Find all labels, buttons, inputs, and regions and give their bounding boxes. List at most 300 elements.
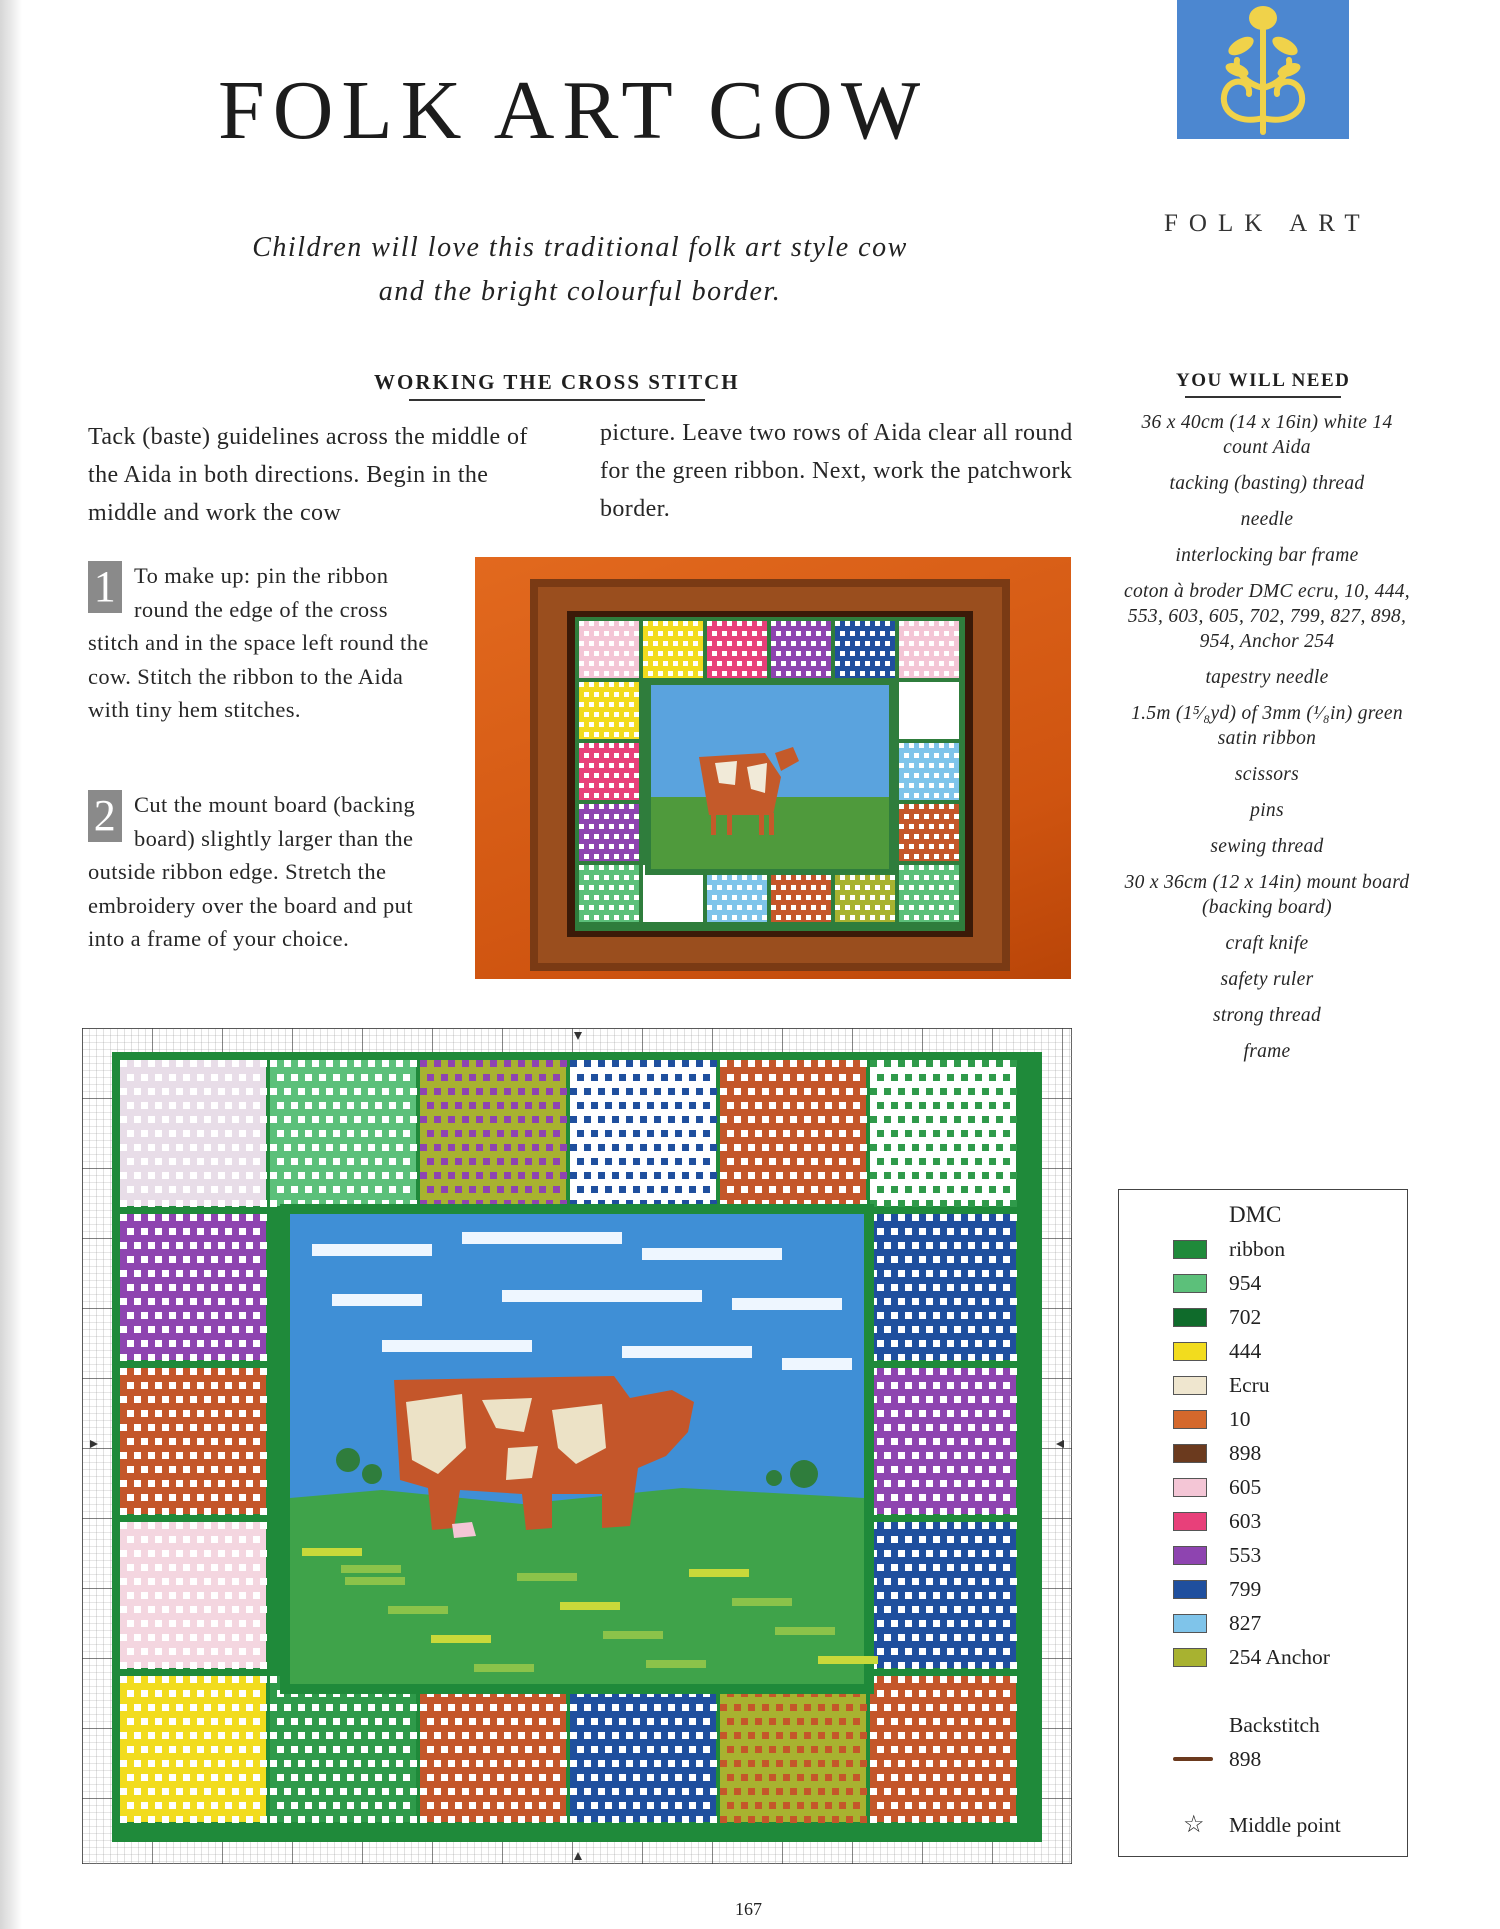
patch-stitch bbox=[211, 1186, 218, 1193]
patch-stitch bbox=[762, 1144, 769, 1151]
patch-stitch bbox=[176, 1144, 183, 1151]
patch-stitch bbox=[570, 1704, 577, 1711]
patch-stitch bbox=[898, 1662, 905, 1669]
photo-stitch bbox=[752, 651, 757, 656]
photo-stitch bbox=[885, 885, 890, 890]
patch-stitch bbox=[176, 1578, 183, 1585]
patch-stitch bbox=[961, 1130, 968, 1137]
patch-stitch bbox=[975, 1340, 982, 1347]
patch-stitch bbox=[260, 1172, 267, 1179]
patch-stitch bbox=[898, 1270, 905, 1277]
photo-stitch bbox=[653, 621, 658, 626]
patch-stitch bbox=[420, 1704, 427, 1711]
patch-stitch bbox=[347, 1186, 354, 1193]
patch-stitch bbox=[982, 1270, 989, 1277]
patch-stitch bbox=[898, 1508, 905, 1515]
photo-stitch bbox=[914, 712, 919, 717]
photo-stitch bbox=[924, 875, 929, 880]
patch-stitch bbox=[483, 1102, 490, 1109]
patch-stitch bbox=[961, 1340, 968, 1347]
patch-stitch bbox=[204, 1508, 211, 1515]
patch-stitch bbox=[218, 1354, 225, 1361]
patch-stitch bbox=[926, 1200, 933, 1207]
photo-stitch bbox=[949, 763, 954, 768]
photo-stitch bbox=[899, 661, 904, 666]
patch-stitch bbox=[790, 1060, 797, 1067]
patch-stitch bbox=[940, 1508, 947, 1515]
patch-stitch bbox=[954, 1704, 961, 1711]
patch-stitch bbox=[490, 1732, 497, 1739]
patch-stitch bbox=[919, 1158, 926, 1165]
patch-stitch bbox=[277, 1718, 284, 1725]
patch-stitch bbox=[996, 1606, 1003, 1613]
patch-stitch bbox=[155, 1074, 162, 1081]
patch-stitch bbox=[483, 1802, 490, 1809]
photo-stitch bbox=[771, 621, 776, 626]
patch-stitch bbox=[169, 1438, 176, 1445]
photo-stitch bbox=[929, 783, 934, 788]
patch-stitch bbox=[825, 1718, 832, 1725]
patch-stitch bbox=[898, 1760, 905, 1767]
patch-stitch bbox=[996, 1116, 1003, 1123]
photo-stitch bbox=[781, 641, 786, 646]
photo-stitch bbox=[949, 865, 954, 870]
photo-stitch bbox=[624, 895, 629, 900]
patch-stitch bbox=[720, 1116, 727, 1123]
photo-stitch bbox=[609, 661, 614, 666]
patch-stitch bbox=[134, 1522, 141, 1529]
patch-stitch bbox=[654, 1816, 661, 1823]
patch-stitch bbox=[926, 1452, 933, 1459]
patch-stitch bbox=[176, 1116, 183, 1123]
patch-stitch bbox=[218, 1788, 225, 1795]
photo-patch bbox=[579, 621, 639, 678]
patch-stitch bbox=[218, 1508, 225, 1515]
patch-stitch bbox=[225, 1494, 232, 1501]
patch-stitch bbox=[260, 1088, 267, 1095]
photo-stitch bbox=[954, 773, 959, 778]
patch-stitch bbox=[312, 1144, 319, 1151]
patch-stitch bbox=[720, 1788, 727, 1795]
photo-stitch bbox=[919, 905, 924, 910]
patch-stitch bbox=[211, 1102, 218, 1109]
patch-stitch bbox=[975, 1074, 982, 1081]
patch-stitch bbox=[919, 1130, 926, 1137]
cloud bbox=[462, 1232, 622, 1244]
patch-stitch bbox=[912, 1662, 919, 1669]
patch-stitch bbox=[518, 1116, 525, 1123]
patch-stitch bbox=[982, 1578, 989, 1585]
photo-stitch bbox=[698, 651, 703, 656]
patch-stitch bbox=[584, 1088, 591, 1095]
patch-stitch bbox=[919, 1074, 926, 1081]
patch-stitch bbox=[218, 1116, 225, 1123]
patch-stitch bbox=[877, 1592, 884, 1599]
patch-stitch bbox=[232, 1116, 239, 1123]
patch-stitch bbox=[148, 1396, 155, 1403]
patch-stitch bbox=[989, 1466, 996, 1473]
patch-stitch bbox=[340, 1060, 347, 1067]
patch-stitch bbox=[846, 1172, 853, 1179]
photo-stitch bbox=[634, 895, 639, 900]
patch-stitch bbox=[162, 1508, 169, 1515]
patch-stitch bbox=[884, 1634, 891, 1641]
patch-stitch bbox=[218, 1480, 225, 1487]
photo-stitch bbox=[589, 722, 594, 727]
photo-stitch bbox=[909, 722, 914, 727]
patch-stitch bbox=[1003, 1564, 1010, 1571]
patch-stitch bbox=[319, 1746, 326, 1753]
patch-stitch bbox=[546, 1060, 553, 1067]
patch-stitch bbox=[169, 1130, 176, 1137]
patch-stitch bbox=[954, 1242, 961, 1249]
patch-stitch bbox=[912, 1480, 919, 1487]
patch-stitch bbox=[218, 1662, 225, 1669]
patch-stitch bbox=[1003, 1466, 1010, 1473]
photo-stitch bbox=[594, 915, 599, 920]
photo-stitch bbox=[776, 631, 781, 636]
patch-stitch bbox=[155, 1102, 162, 1109]
patch-stitch bbox=[532, 1116, 539, 1123]
patch-stitch bbox=[720, 1816, 727, 1823]
patch-stitch bbox=[239, 1690, 246, 1697]
patch-stitch bbox=[703, 1102, 710, 1109]
patch-stitch bbox=[218, 1634, 225, 1641]
photo-stitch bbox=[737, 885, 742, 890]
patch-stitch bbox=[197, 1536, 204, 1543]
patch-stitch bbox=[218, 1242, 225, 1249]
patch-stitch bbox=[696, 1788, 703, 1795]
patch-stitch bbox=[253, 1256, 260, 1263]
patch-stitch bbox=[155, 1494, 162, 1501]
patch-stitch bbox=[982, 1242, 989, 1249]
photo-stitch bbox=[870, 671, 875, 676]
patch-stitch bbox=[169, 1466, 176, 1473]
patch-stitch bbox=[148, 1116, 155, 1123]
patch-stitch bbox=[354, 1732, 361, 1739]
photo-stitch bbox=[629, 783, 634, 788]
patch-stitch bbox=[584, 1732, 591, 1739]
photo-stitch bbox=[919, 621, 924, 626]
patch-stitch bbox=[211, 1690, 218, 1697]
patch-stitch bbox=[225, 1312, 232, 1319]
patch-stitch bbox=[919, 1690, 926, 1697]
patch-stitch bbox=[961, 1648, 968, 1655]
patch-stitch bbox=[975, 1802, 982, 1809]
patch-stitch bbox=[940, 1368, 947, 1375]
photo-stitch bbox=[771, 885, 776, 890]
patch-stitch bbox=[176, 1634, 183, 1641]
patch-stitch bbox=[246, 1760, 253, 1767]
photo-stitch bbox=[619, 702, 624, 707]
photo-stitch bbox=[914, 651, 919, 656]
patch-stitch bbox=[204, 1144, 211, 1151]
patch-stitch bbox=[169, 1312, 176, 1319]
photo-stitch bbox=[653, 661, 658, 666]
patch-stitch bbox=[183, 1466, 190, 1473]
patch-stitch bbox=[190, 1242, 197, 1249]
patch-stitch bbox=[211, 1410, 218, 1417]
material-item: 36 x 40cm (14 x 16in) white 14 count Aida bbox=[1141, 412, 1393, 458]
patch-stitch bbox=[455, 1102, 462, 1109]
photo-stitch bbox=[939, 743, 944, 748]
patch-stitch bbox=[176, 1242, 183, 1249]
photo-stitch bbox=[619, 641, 624, 646]
patch-stitch bbox=[591, 1718, 598, 1725]
patch-stitch bbox=[260, 1704, 267, 1711]
patch-stitch bbox=[448, 1704, 455, 1711]
patch-stitch bbox=[375, 1130, 382, 1137]
patch-stitch bbox=[277, 1774, 284, 1781]
patch-stitch bbox=[996, 1270, 1003, 1277]
patch-stitch bbox=[975, 1158, 982, 1165]
patch-stitch bbox=[162, 1578, 169, 1585]
patch-stitch bbox=[260, 1634, 267, 1641]
patch-stitch bbox=[340, 1760, 347, 1767]
photo-stitch bbox=[919, 804, 924, 809]
patch-stitch bbox=[968, 1172, 975, 1179]
patch-stitch bbox=[898, 1354, 905, 1361]
patch-stitch bbox=[197, 1494, 204, 1501]
patch-stitch bbox=[682, 1116, 689, 1123]
photo-stitch bbox=[584, 814, 589, 819]
patch-stitch bbox=[162, 1116, 169, 1123]
photo-stitch bbox=[678, 671, 683, 676]
patch-stitch bbox=[647, 1186, 654, 1193]
patch-stitch bbox=[877, 1746, 884, 1753]
photo-stitch bbox=[821, 885, 826, 890]
photo-stitch bbox=[870, 895, 875, 900]
patch-stitch bbox=[1003, 1774, 1010, 1781]
photo-stitch bbox=[850, 631, 855, 636]
patch-stitch bbox=[1003, 1312, 1010, 1319]
patch-stitch bbox=[832, 1144, 839, 1151]
patch-stitch bbox=[375, 1102, 382, 1109]
heading-underline bbox=[1185, 396, 1341, 398]
patch-stitch bbox=[1010, 1732, 1017, 1739]
patch-stitch bbox=[183, 1228, 190, 1235]
patch-stitch bbox=[968, 1732, 975, 1739]
patch-stitch bbox=[518, 1788, 525, 1795]
photo-stitch bbox=[934, 773, 939, 778]
patch-stitch bbox=[1003, 1102, 1010, 1109]
patch-stitch bbox=[898, 1172, 905, 1179]
patch-stitch bbox=[204, 1396, 211, 1403]
patch-stitch bbox=[797, 1074, 804, 1081]
patch-stitch bbox=[661, 1074, 668, 1081]
patch-stitch bbox=[954, 1116, 961, 1123]
patch-stitch bbox=[162, 1606, 169, 1613]
patch-stitch bbox=[626, 1760, 633, 1767]
photo-stitch bbox=[919, 865, 924, 870]
photo-stitch bbox=[806, 631, 811, 636]
patch-stitch bbox=[1003, 1690, 1010, 1697]
photo-stitch bbox=[949, 702, 954, 707]
patch-stitch bbox=[403, 1802, 410, 1809]
patch-stitch bbox=[253, 1466, 260, 1473]
patch-stitch bbox=[919, 1186, 926, 1193]
patch-stitch bbox=[954, 1732, 961, 1739]
patch-stitch bbox=[940, 1522, 947, 1529]
patch-stitch bbox=[141, 1564, 148, 1571]
patch-stitch bbox=[420, 1788, 427, 1795]
working-heading: WORKING THE CROSS STITCH bbox=[374, 370, 740, 401]
photo-stitch bbox=[909, 844, 914, 849]
photo-stitch bbox=[811, 661, 816, 666]
patch-stitch bbox=[277, 1802, 284, 1809]
patch-stitch bbox=[668, 1788, 675, 1795]
patch-stitch bbox=[996, 1760, 1003, 1767]
photo-stitch bbox=[594, 712, 599, 717]
patch-stitch bbox=[961, 1410, 968, 1417]
patch-stitch bbox=[260, 1326, 267, 1333]
patch-stitch bbox=[933, 1410, 940, 1417]
patch-stitch bbox=[947, 1592, 954, 1599]
patch-stitch bbox=[654, 1704, 661, 1711]
key-heading: DMC bbox=[1229, 1202, 1282, 1227]
patch-stitch bbox=[654, 1760, 661, 1767]
patch-stitch bbox=[218, 1732, 225, 1739]
photo-stitch bbox=[707, 621, 712, 626]
material-item: strong thread bbox=[1212, 1005, 1322, 1026]
photo-stitch bbox=[737, 621, 742, 626]
photo-stitch bbox=[619, 661, 624, 666]
patch-stitch bbox=[291, 1186, 298, 1193]
key-row bbox=[1173, 1472, 1403, 1502]
photo-stitch bbox=[609, 844, 614, 849]
patch-stitch bbox=[246, 1270, 253, 1277]
patch-stitch bbox=[232, 1424, 239, 1431]
patch-stitch bbox=[483, 1074, 490, 1081]
photo-stitch bbox=[929, 824, 934, 829]
photo-stitch bbox=[909, 905, 914, 910]
patch-stitch bbox=[148, 1200, 155, 1207]
patch-stitch bbox=[877, 1620, 884, 1627]
patch-stitch bbox=[846, 1788, 853, 1795]
photo-stitch bbox=[589, 844, 594, 849]
photo-stitch bbox=[614, 753, 619, 758]
patch-stitch bbox=[190, 1270, 197, 1277]
patch-stitch bbox=[825, 1158, 832, 1165]
patch-stitch bbox=[1010, 1550, 1017, 1557]
patch-stitch bbox=[570, 1060, 577, 1067]
photo-stitch bbox=[835, 621, 840, 626]
photo-stitch bbox=[589, 763, 594, 768]
patch-stitch bbox=[947, 1620, 954, 1627]
photo-stitch bbox=[781, 621, 786, 626]
material-item: craft knife bbox=[1225, 933, 1309, 954]
patch-stitch bbox=[933, 1536, 940, 1543]
patch-stitch bbox=[246, 1144, 253, 1151]
photo-stitch bbox=[929, 641, 934, 646]
patch-stitch bbox=[1003, 1648, 1010, 1655]
patch-stitch bbox=[898, 1424, 905, 1431]
patch-stitch bbox=[968, 1326, 975, 1333]
patch-stitch bbox=[389, 1102, 396, 1109]
photo-stitch bbox=[949, 824, 954, 829]
patch-stitch bbox=[968, 1760, 975, 1767]
patch-stitch bbox=[783, 1802, 790, 1809]
patch-stitch bbox=[860, 1760, 867, 1767]
patch-stitch bbox=[375, 1774, 382, 1781]
photo-stitch bbox=[584, 692, 589, 697]
patch-stitch bbox=[989, 1410, 996, 1417]
patch-stitch bbox=[741, 1186, 748, 1193]
patch-stitch bbox=[968, 1088, 975, 1095]
photo-stitch bbox=[752, 671, 757, 676]
patch-stitch bbox=[176, 1060, 183, 1067]
photo-stitch bbox=[594, 814, 599, 819]
photo-stitch bbox=[629, 743, 634, 748]
photo-stitch bbox=[954, 631, 959, 636]
photo-stitch bbox=[599, 824, 604, 829]
patch-stitch bbox=[225, 1340, 232, 1347]
patch-stitch bbox=[982, 1214, 989, 1221]
photo-stitch bbox=[914, 834, 919, 839]
photo-stitch bbox=[742, 895, 747, 900]
field-stripe bbox=[560, 1602, 620, 1610]
patch-stitch bbox=[584, 1816, 591, 1823]
patch-stitch bbox=[912, 1606, 919, 1613]
patch-stitch bbox=[1010, 1634, 1017, 1641]
photo-stitch bbox=[791, 661, 796, 666]
patch-stitch bbox=[169, 1340, 176, 1347]
patch-stitch bbox=[441, 1802, 448, 1809]
patch-stitch bbox=[762, 1060, 769, 1067]
patch-stitch bbox=[982, 1172, 989, 1179]
patch-stitch bbox=[898, 1704, 905, 1711]
patch-stitch bbox=[141, 1228, 148, 1235]
photo-stitch bbox=[693, 885, 698, 890]
patch-stitch bbox=[748, 1088, 755, 1095]
patch-stitch bbox=[434, 1172, 441, 1179]
patch-stitch bbox=[619, 1158, 626, 1165]
photo-stitch bbox=[589, 641, 594, 646]
photo-stitch bbox=[796, 875, 801, 880]
patch-stitch bbox=[891, 1382, 898, 1389]
patch-stitch bbox=[354, 1144, 361, 1151]
patch-stitch bbox=[504, 1116, 511, 1123]
photo-stitch bbox=[949, 722, 954, 727]
patch-stitch bbox=[410, 1704, 417, 1711]
patch-stitch bbox=[232, 1144, 239, 1151]
patch-stitch bbox=[333, 1074, 340, 1081]
patch-stitch bbox=[476, 1088, 483, 1095]
patch-stitch bbox=[818, 1760, 825, 1767]
patch-stitch bbox=[877, 1494, 884, 1501]
photo-stitch bbox=[599, 702, 604, 707]
patch-stitch bbox=[469, 1074, 476, 1081]
photo-stitch bbox=[776, 651, 781, 656]
patch-stitch bbox=[239, 1564, 246, 1571]
patch-stitch bbox=[277, 1158, 284, 1165]
photo-stitch bbox=[840, 671, 845, 676]
photo-stitch bbox=[924, 854, 929, 859]
photo-stitch bbox=[737, 905, 742, 910]
patch-stitch bbox=[246, 1676, 253, 1683]
patch-stitch bbox=[619, 1718, 626, 1725]
photo-stitch bbox=[954, 793, 959, 798]
patch-stitch bbox=[246, 1662, 253, 1669]
patch-stitch bbox=[570, 1816, 577, 1823]
patch-stitch bbox=[483, 1718, 490, 1725]
photo-stitch bbox=[786, 651, 791, 656]
photo-stitch bbox=[904, 753, 909, 758]
photo-stitch bbox=[806, 895, 811, 900]
photo-stitch bbox=[594, 875, 599, 880]
patch-stitch bbox=[455, 1774, 462, 1781]
patch-stitch bbox=[253, 1494, 260, 1501]
